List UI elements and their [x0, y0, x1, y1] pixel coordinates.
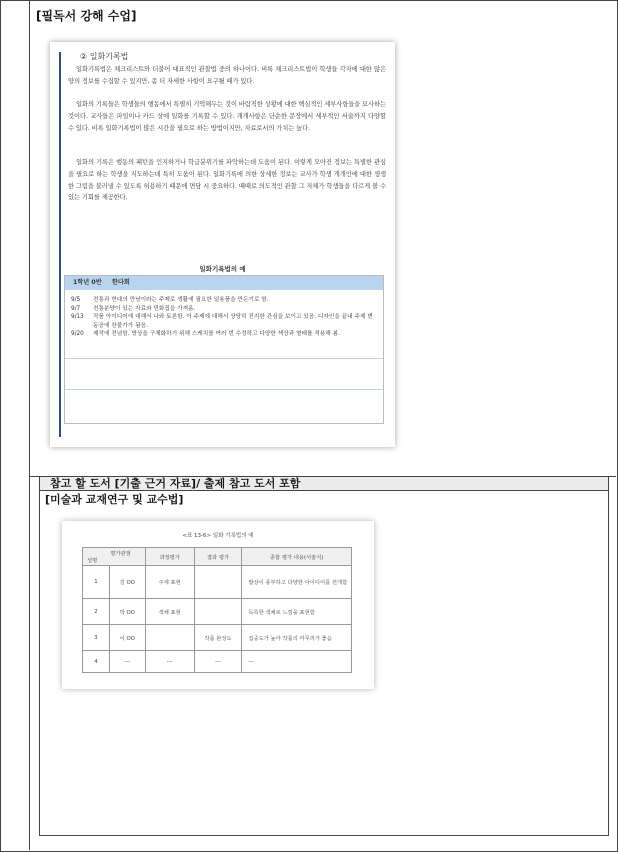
row-number: 3	[83, 625, 110, 651]
process-header: 과정평가	[145, 548, 194, 566]
log-entry	[65, 305, 383, 314]
log-ruled-line	[65, 389, 383, 390]
process-eval: 주제 표현	[145, 566, 194, 599]
log-date: 9/7	[71, 305, 81, 312]
textbook-page-table	[62, 521, 374, 689]
reference-title-bar	[40, 477, 608, 491]
page-margin-bar	[59, 52, 61, 437]
row-number: 1	[83, 566, 110, 599]
log-header	[65, 276, 383, 290]
left-margin-column	[0, 0, 30, 850]
log-entry	[65, 330, 383, 339]
log-text: 전통과 현대의 만남이라는 주제로 생활에 필요한 일용품을 만든기로 함.	[93, 297, 269, 303]
section-title: [필독서 강해 수업]	[36, 9, 137, 23]
result-eval: ---	[194, 651, 242, 673]
student-name: ---	[109, 651, 145, 673]
summary-eval: 집중도가 높아 작품의 마무리가 좋음	[242, 625, 352, 651]
row-number: 2	[83, 599, 110, 625]
log-date: 9/13	[71, 314, 84, 321]
log-entry	[65, 296, 383, 305]
corner-header	[83, 548, 146, 566]
result-eval	[194, 566, 242, 599]
top-section	[30, 0, 616, 477]
log-text: 작품 아이디어에 대해서 나와 토론함. 이 주제에 대해서 상당히 진지한 관심을 보이고 있음. 디자인을 끝내 주제 변동공에 찬물가가 됨음.	[93, 314, 373, 329]
table-row	[83, 599, 352, 625]
result-header: 결과 평가	[194, 548, 242, 566]
summary-eval: 독특한 색채로 느낌을 표현함	[242, 599, 352, 625]
reference-title: 참고 할 도서 [기출 근거 자료]/ 출제 참고 도서 포함	[50, 477, 301, 490]
reference-section	[39, 476, 609, 836]
textbook-page-anecdotal	[50, 42, 395, 447]
table-row	[83, 651, 352, 673]
student-name: 박 OO	[109, 599, 145, 625]
table-header-row	[83, 548, 352, 566]
student-name: 이 OO	[109, 625, 145, 651]
anecdotal-log-box	[64, 275, 384, 424]
log-date: 9/5	[71, 297, 81, 303]
log-text: 전통분양이 있는 자료와 민화집을 가져옴.	[93, 305, 196, 312]
student-name: 김 OO	[109, 566, 145, 599]
process-eval: ---	[145, 651, 194, 673]
log-entry	[65, 313, 383, 330]
book-heading: ② 일화기록법	[80, 52, 129, 61]
summary-eval: ---	[242, 651, 352, 673]
paragraph-3: 일화의 기록은 행동의 패턴을 인지하거나 학급분위기를 파악하는데 도움이 된다. 이렇게 모아진 정보는 특별한 관심을 필요로 하는 학생을 지도하는데 특히 도움이 된다. 일화기록에 의한 상세한 정보는 교사가 학생 개개인에 대한 생생한 그림을 불러낼 수 있도록 허용하기 때문에 면담 시 중요하다. 때때로 의도적인 관찰 그 자체가 학생들을 다르게 볼 수 있는 기회를 제공한다.	[68, 159, 386, 202]
reference-subtitle: [미술과 교재연구 및 교수법]	[45, 493, 184, 506]
result-eval: 작품 완성도	[194, 625, 242, 651]
anecdotal-table	[82, 547, 352, 673]
log-ruled-line	[65, 358, 383, 359]
log-class-label: 1학년 0반	[73, 279, 102, 286]
log-entries	[65, 296, 383, 339]
paragraph-2: 일화의 기록들은 학생들의 행동에서 특별히 기억해두는 것이 바람직한 상황에 대한 핵심적인 세부사항들을 묘사하는 것이다. 교사들은 파일이나 카드 상에 일화를 기록할 수 있다. 개개사항은 단순한 문장에서 세부적인 서술까지 다양할 수 있다. 비록 일화기록법이 많은 시간을 필요로 하는 방법이지만, 자료로서의 가치는 높다.	[68, 101, 386, 132]
log-text: 제작에 전념함. 방상을 구체화하기 위해 스케치를 여러 번 수정하고 다양한 색상과 형태를 적용해 봄.	[93, 331, 340, 338]
table-caption: <표 13-6> 일화 기록법의 예	[182, 533, 254, 539]
summary-header: 종합 평가 내용(서술식)	[242, 548, 352, 566]
log-student-name: 한다희	[111, 279, 130, 286]
summary-eval: 발상이 풍부하고 다양한 아이디어를 전개함	[242, 566, 352, 599]
row-number: 4	[83, 651, 110, 673]
result-eval	[194, 599, 242, 625]
table-row	[83, 566, 352, 599]
process-eval: 색채 표현	[145, 599, 194, 625]
paragraph-1: 일화기록법은 체크리스트와 더불어 대표적인 관찰법 중의 하나이다. 비록 체크리스트법이 학생들 각자에 대한 많은 양의 정보를 수집할 수 있지만, 좀 더 자세한 사항이 요구될 때가 있다.	[68, 66, 386, 85]
corner-top-label: 평가관점	[110, 551, 131, 557]
corner-bottom-label: 성명	[87, 558, 98, 564]
process-eval	[145, 625, 194, 651]
log-date: 9/20	[71, 331, 84, 338]
example-caption: 일화기록법의 예	[199, 265, 246, 273]
table-row	[83, 625, 352, 651]
